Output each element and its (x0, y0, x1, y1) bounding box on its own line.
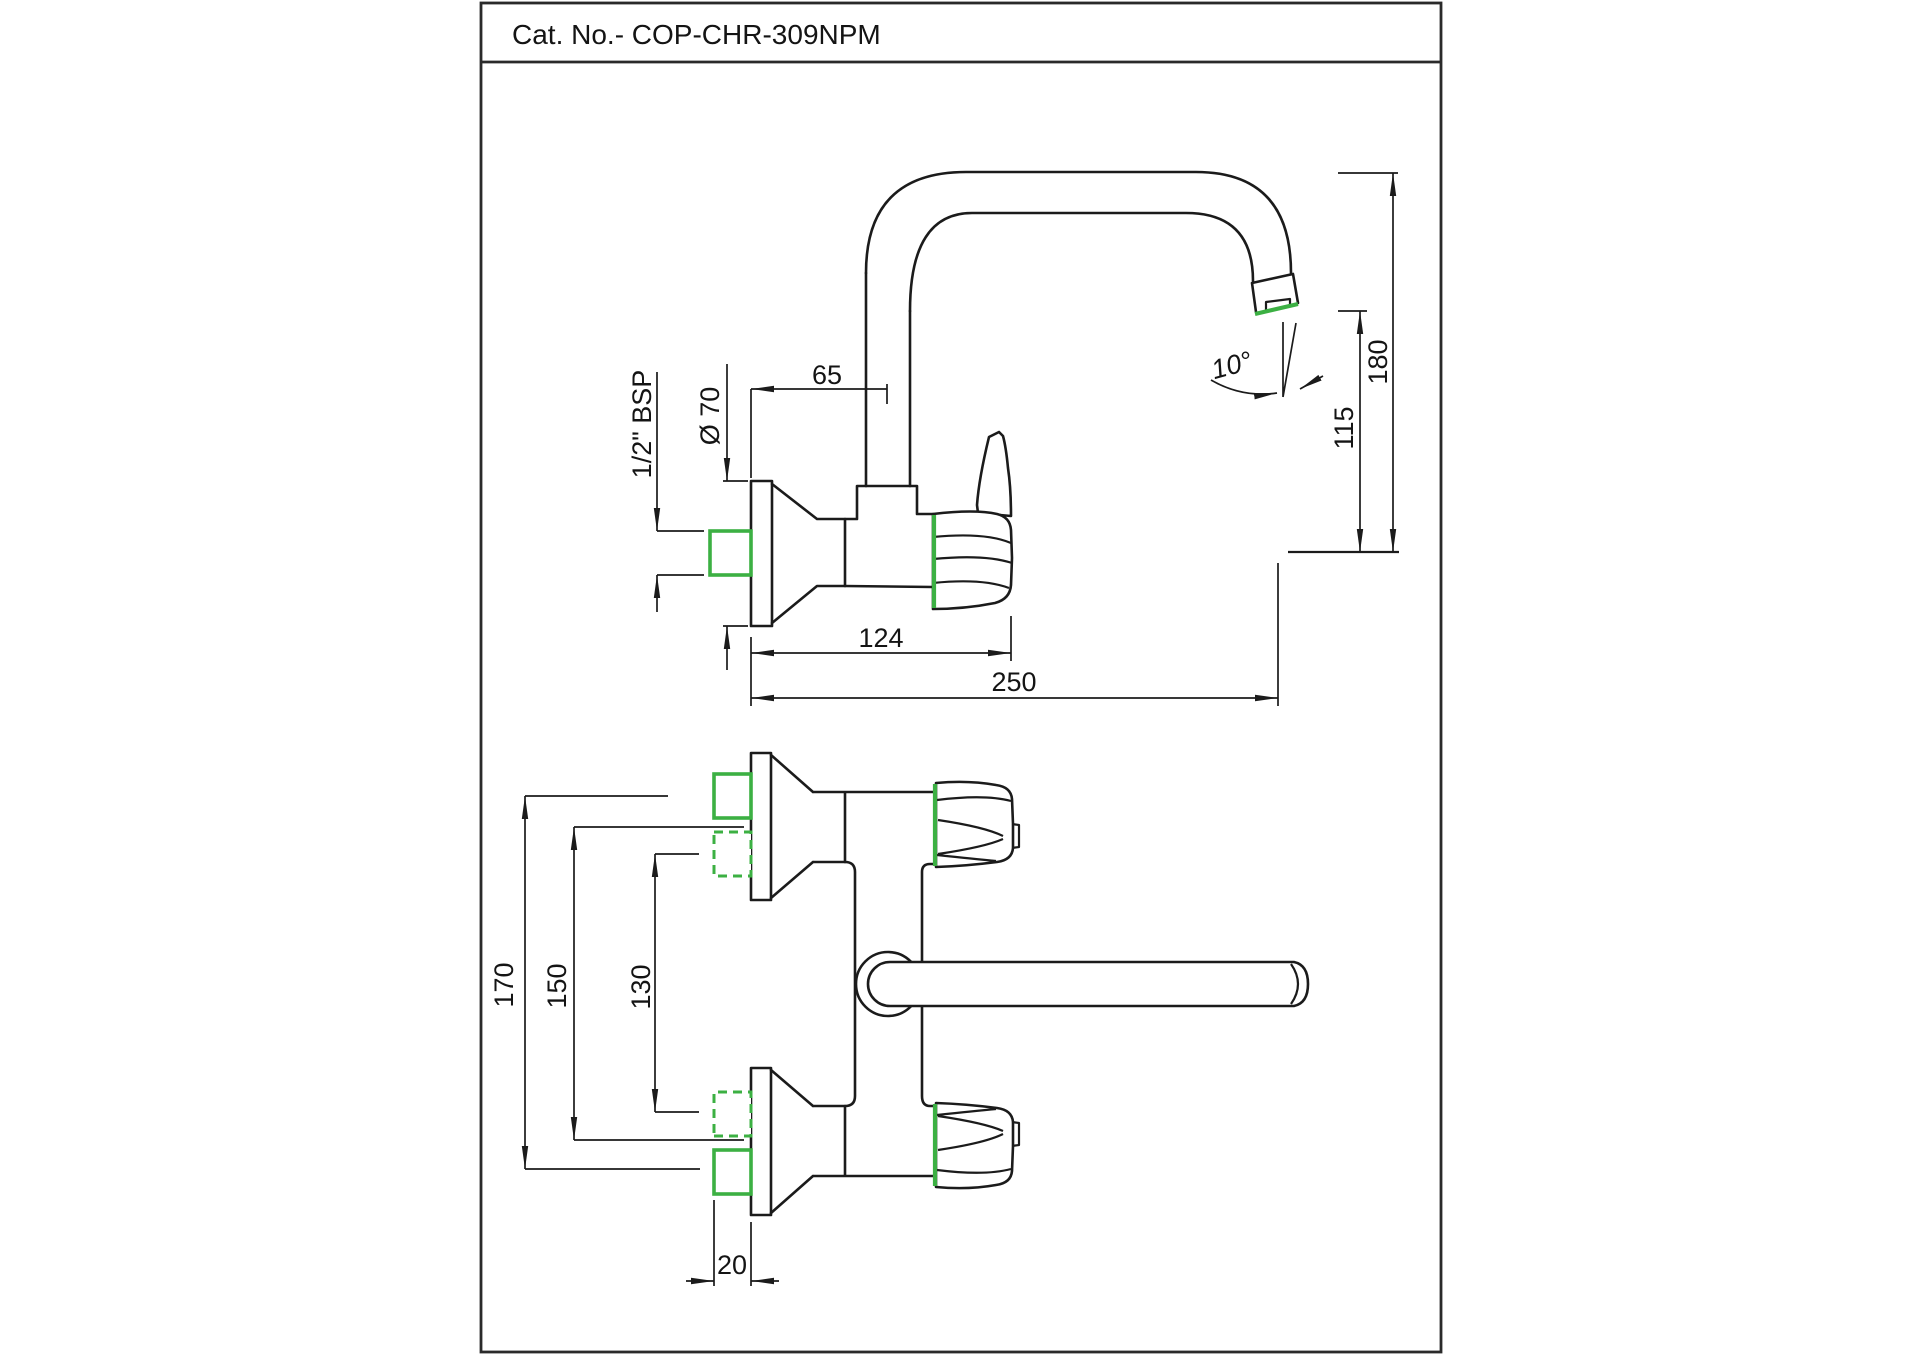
front-spout-tube (868, 962, 1308, 1006)
front-knob-bottom (935, 1103, 1019, 1188)
dim-124-label: 124 (858, 623, 904, 653)
dim-bsp-label: 1/2" BSP (627, 369, 657, 479)
side-view (627, 172, 1399, 706)
dim-150-label: 150 (542, 963, 572, 1009)
side-inlet-connector (710, 531, 751, 575)
spout-riser (866, 273, 910, 486)
dim-dia70-label: Ø 70 (695, 386, 725, 446)
side-flange-plate (751, 481, 772, 626)
dim-170-label: 170 (489, 962, 519, 1008)
side-flange-cone (772, 484, 845, 623)
spout-outlet-highlight (1255, 304, 1298, 314)
angle-leader-right (1300, 376, 1323, 389)
dim-130-label: 130 (626, 964, 656, 1010)
front-body-left-edge (845, 862, 855, 1106)
dim-20-label: 20 (716, 1250, 748, 1280)
front-flange-bottom (714, 1068, 933, 1215)
front-knob-top (935, 782, 1019, 867)
dim-65-label: 65 (811, 360, 843, 390)
side-lever-handle (977, 432, 1011, 516)
dim-115-label: 115 (1329, 406, 1359, 450)
dim-180-label: 180 (1363, 339, 1393, 385)
side-view-dimensions (627, 173, 1398, 706)
angle-wedge (1283, 322, 1296, 397)
catalog-number-label: Cat. No.- COP-CHR-309NPM (512, 19, 881, 50)
front-view (489, 753, 1308, 1286)
front-flange-top (714, 753, 933, 900)
dim-angle-label: 10° (1208, 345, 1256, 386)
side-body-outline (845, 486, 933, 587)
spout-inner-curve (910, 213, 1253, 311)
dim-250-label: 250 (991, 667, 1037, 697)
